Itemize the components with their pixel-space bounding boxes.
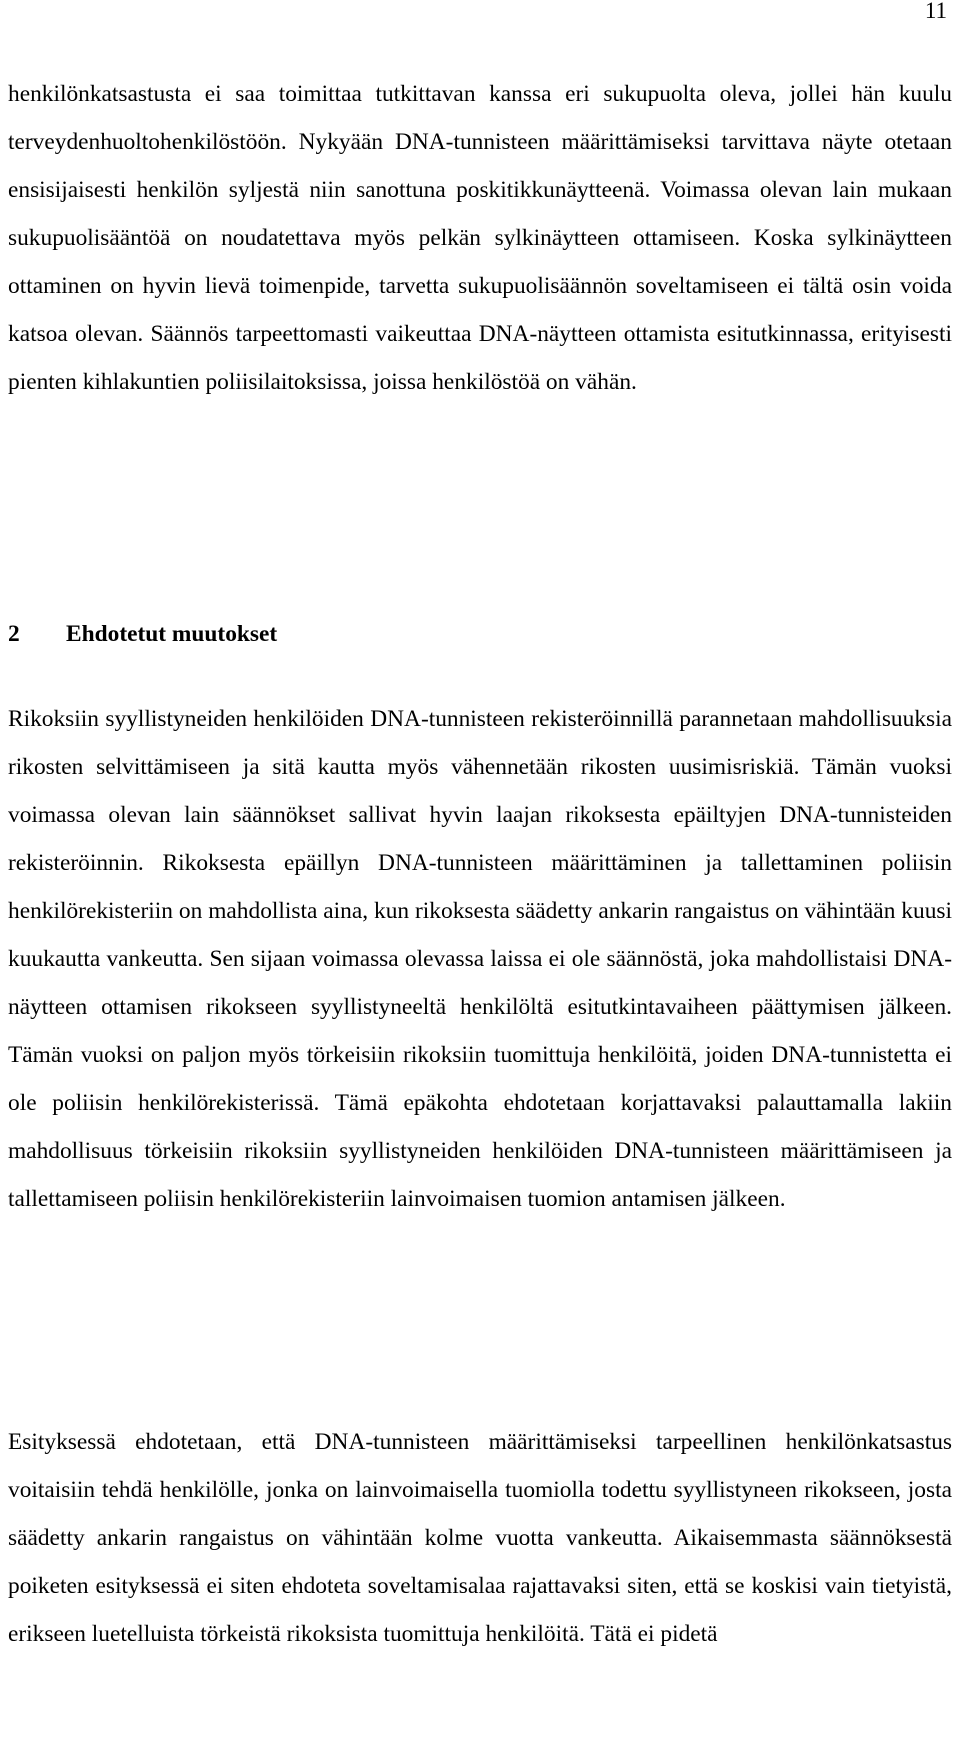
- paragraph-1: henkilönkatsastusta ei saa toimittaa tutkittavan kanssa eri sukupuolta oleva, jollei hän kuulu terveydenhuoltohenkilöstöön. Nykyään DNA-tunnisteen määrittämiseksi tarvittava näyte otetaan ensisijaisesti henkilön syljestä niin sanottuna poskitikkunäytteenä. Voimassa olevan lain mukaan sukupuolisääntöä on noudatettava myös pelkän sylkinäytteen ottamiseen. Koska sylkinäytteen ottaminen on hyvin lievä toimenpide, tarvetta sukupuolisäännön soveltamiseen ei tältä osin voida katsoa olevan. Säännös tarpeettomasti vaikeuttaa DNA-näytteen ottamista esitutkinnassa, erityisesti pienten kihlakuntien poliisilaitoksissa, joissa henkilöstöä on vähän.: [8, 81, 952, 395]
- paragraph-2: Rikoksiin syyllistyneiden henkilöiden DNA-tunnisteen rekisteröinnillä parannetaan mahdollisuuksia rikosten selvittämiseen ja sitä kautta myös vähennetään rikosten uusimisriskiä. Tämän vuoksi voimassa olevan lain säännökset sallivat hyvin laajan rikoksesta epäiltyjen DNA-tunnisteiden rekisteröinnin. Rikoksesta epäillyn DNA-tunnisteen määrittäminen ja tallettaminen poliisin henkilörekisteriin on mahdollista aina, kun rikoksesta säädetty ankarin rangaistus on vähintään kuusi kuukautta vankeutta. Sen sijaan voimassa olevassa laissa ei ole säännöstä, joka mahdollistaisi DNA-näytteen ottamisen rikokseen syyllistyneeltä henkilöltä esitutkintavaiheen päättymisen jälkeen. Tämän vuoksi on paljon myös törkeisiin rikoksiin tuomittuja henkilöitä, joiden DNA-tunnistetta ei ole poliisin henkilörekisterissä. Tämä epäkohta ehdotetaan korjattavaksi palauttamalla lakiin mahdollisuus törkeisiin rikoksiin syyllistyneiden henkilöiden DNA-tunnisteen määrittämiseen ja tallettamiseen poliisin henkilörekisteriin lainvoimaisen tuomion antamisen jälkeen.: [8, 706, 952, 1212]
- section-title: Ehdotetut muutokset: [66, 621, 278, 647]
- section-number: 2: [8, 621, 20, 647]
- section-heading: [8, 619, 277, 649]
- paragraph-3: Esityksessä ehdotetaan, että DNA-tunnisteen määrittämiseksi tarpeellinen henkilönkatsastus voitaisiin tehdä henkilölle, jonka on lainvoimaisella tuomiolla todettu syyllistyneen rikokseen, josta säädetty ankarin rangaistus on vähintään kolme vuotta vankeutta. Aikaisemmasta säännöksestä poiketen esityksessä ei siten ehdoteta soveltamisalaa rajattavaksi siten, että se koskisi vain tietyistä, erikseen luetelluista törkeistä rikoksista tuomittuja henkilöitä. Tätä ei pidetä: [8, 1429, 952, 1647]
- page-number: 11: [924, 0, 947, 23]
